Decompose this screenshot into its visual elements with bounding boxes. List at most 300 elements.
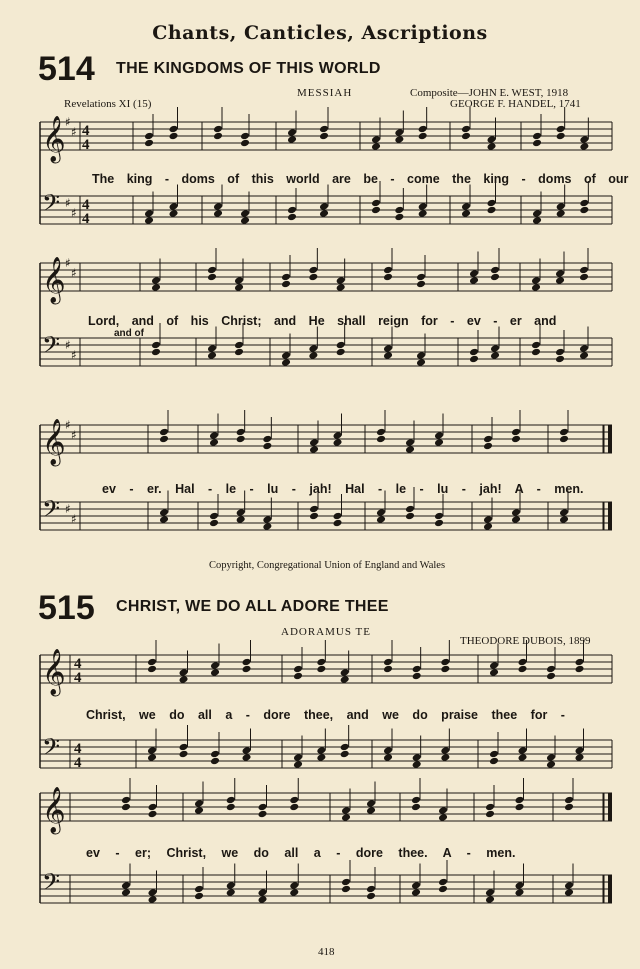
note-head — [383, 273, 393, 282]
note-head — [258, 810, 268, 819]
note-head — [575, 665, 585, 674]
note-head — [287, 135, 297, 144]
note-head — [559, 435, 569, 444]
bass-clef-icon: 𝄢 — [42, 189, 61, 222]
note-head — [234, 283, 244, 292]
note-head — [341, 813, 351, 822]
note-head — [281, 351, 291, 360]
note-head — [434, 519, 444, 528]
note-head — [515, 803, 525, 812]
note-head — [121, 796, 131, 805]
note-head — [159, 428, 169, 437]
time-signature-denominator: 4 — [74, 670, 82, 686]
note-head — [234, 341, 244, 350]
note-head — [194, 892, 204, 901]
note-head — [287, 206, 297, 215]
note-head — [148, 888, 158, 897]
note-head — [485, 810, 495, 819]
note-head — [376, 428, 386, 437]
note-head — [383, 344, 393, 353]
note-head — [383, 351, 393, 360]
note-head — [440, 753, 450, 762]
note-head — [532, 139, 542, 148]
note-head — [144, 132, 154, 141]
note-head — [511, 428, 521, 437]
note-head — [531, 341, 541, 350]
composer-514-line2: GEORGE F. HANDEL, 1741 — [450, 98, 581, 110]
note-head — [144, 216, 154, 225]
note-head — [555, 355, 565, 364]
hymn-title-515: CHRIST, WE DO ALL ADORE THEE — [116, 598, 389, 615]
hymn-number-515: 515 — [38, 589, 95, 627]
note-head — [210, 668, 220, 677]
note-head — [319, 132, 329, 141]
note-head — [511, 508, 521, 517]
time-signature-numerator: 4 — [74, 741, 82, 757]
note-head — [262, 442, 272, 451]
note-head — [438, 885, 448, 894]
note-head — [416, 273, 426, 282]
note-head — [394, 128, 404, 137]
note-head — [287, 213, 297, 222]
note-head — [532, 216, 542, 225]
note-head — [194, 806, 204, 815]
note-head — [144, 209, 154, 218]
note-head — [240, 209, 250, 218]
note-head — [487, 199, 497, 208]
note-head — [485, 888, 495, 897]
note-head — [412, 753, 422, 762]
note-head — [169, 125, 179, 134]
note-head — [289, 803, 299, 812]
note-head — [309, 505, 319, 514]
note-head — [555, 276, 565, 285]
note-head — [121, 803, 131, 812]
note-head — [405, 505, 415, 514]
note-head — [564, 888, 574, 897]
note-head — [144, 139, 154, 148]
note-head — [341, 885, 351, 894]
note-head — [293, 760, 303, 769]
sharp-icon: ♯ — [71, 206, 77, 220]
note-head — [556, 202, 566, 211]
note-head — [412, 760, 422, 769]
note-head — [490, 344, 500, 353]
note-head — [515, 881, 525, 890]
sharp-icon: ♯ — [71, 428, 77, 442]
sharp-icon: ♯ — [71, 266, 77, 280]
note-head — [469, 348, 479, 357]
note-head — [394, 135, 404, 144]
note-head — [151, 341, 161, 350]
note-head — [236, 508, 246, 517]
sharp-icon: ♯ — [65, 256, 71, 270]
note-head — [405, 445, 415, 454]
note-head — [546, 672, 556, 681]
note-head — [559, 515, 569, 524]
note-head — [308, 273, 318, 282]
note-head — [234, 348, 244, 357]
note-head — [209, 512, 219, 521]
note-head — [366, 885, 376, 894]
note-head — [383, 266, 393, 275]
sharp-icon: ♯ — [65, 418, 71, 432]
sharp-icon: ♯ — [71, 125, 77, 139]
note-head — [226, 796, 236, 805]
note-head — [418, 125, 428, 134]
note-head — [148, 803, 158, 812]
note-head — [242, 753, 252, 762]
note-head — [518, 658, 528, 667]
sharp-icon: ♯ — [65, 196, 71, 210]
note-head — [490, 273, 500, 282]
note-head — [341, 806, 351, 815]
lyrics-515-system1: Christ, we do all a - dore thee, and we do praise thee for - — [86, 708, 565, 722]
note-head — [179, 750, 189, 759]
note-head — [236, 515, 246, 524]
note-head — [293, 665, 303, 674]
bass-clef-icon: 𝄢 — [42, 495, 61, 528]
note-head — [281, 358, 291, 367]
note-head — [340, 668, 350, 677]
note-head — [236, 428, 246, 437]
note-head — [371, 199, 381, 208]
note-head — [366, 799, 376, 808]
hymn-title-514: THE KINGDOMS OF THIS WORLD — [116, 60, 381, 77]
treble-clef-icon: 𝄞 — [42, 787, 66, 833]
note-head — [411, 796, 421, 805]
note-head — [559, 508, 569, 517]
note-head — [383, 658, 393, 667]
final-barline — [608, 875, 612, 903]
note-head — [194, 799, 204, 808]
note-head — [579, 199, 589, 208]
note-head — [440, 658, 450, 667]
note-head — [316, 665, 326, 674]
note-head — [371, 206, 381, 215]
note-head — [511, 515, 521, 524]
time-signature-numerator: 4 — [82, 197, 90, 213]
copyright-notice: Copyright, Congregational Union of England and Wales — [209, 560, 446, 571]
note-head — [226, 888, 236, 897]
note-head — [309, 512, 319, 521]
note-head — [336, 283, 346, 292]
note-head — [366, 806, 376, 815]
note-head — [461, 125, 471, 134]
note-head — [213, 125, 223, 134]
note-head — [226, 803, 236, 812]
sharp-icon: ♯ — [71, 512, 77, 526]
note-head — [394, 206, 404, 215]
note-head — [262, 522, 272, 531]
note-head — [532, 132, 542, 141]
note-head — [121, 881, 131, 890]
note-head — [483, 522, 493, 531]
note-head — [416, 358, 426, 367]
note-head — [461, 209, 471, 218]
note-head — [242, 746, 252, 755]
note-head — [546, 753, 556, 762]
time-signature-numerator: 4 — [74, 656, 82, 672]
note-head — [316, 753, 326, 762]
note-head — [555, 348, 565, 357]
note-head — [207, 266, 217, 275]
note-head — [555, 269, 565, 278]
note-head — [236, 435, 246, 444]
final-barline — [608, 425, 612, 453]
note-head — [515, 796, 525, 805]
treble-clef-icon: 𝄞 — [42, 116, 66, 162]
note-head — [240, 132, 250, 141]
note-head — [483, 442, 493, 451]
note-head — [483, 515, 493, 524]
note-head — [258, 895, 268, 904]
note-head — [434, 431, 444, 440]
bass-clef-icon: 𝄢 — [42, 868, 61, 901]
treble-clef-icon: 𝄞 — [42, 649, 66, 695]
note-head — [226, 881, 236, 890]
note-head — [518, 665, 528, 674]
note-head — [559, 428, 569, 437]
note-head — [485, 895, 495, 904]
note-head — [418, 132, 428, 141]
note-head — [151, 348, 161, 357]
note-head — [412, 672, 422, 681]
note-head — [371, 142, 381, 151]
note-head — [531, 276, 541, 285]
note-head — [564, 796, 574, 805]
note-head — [575, 746, 585, 755]
note-head — [148, 895, 158, 904]
note-head — [333, 438, 343, 447]
note-head — [556, 125, 566, 134]
note-head — [213, 209, 223, 218]
note-head — [207, 351, 217, 360]
note-head — [461, 132, 471, 141]
note-head — [289, 796, 299, 805]
note-head — [169, 132, 179, 141]
note-head — [405, 438, 415, 447]
note-head — [147, 746, 157, 755]
note-head — [258, 803, 268, 812]
note-head — [579, 266, 589, 275]
note-head — [405, 512, 415, 521]
note-head — [333, 512, 343, 521]
note-head — [434, 438, 444, 447]
note-head — [159, 435, 169, 444]
note-head — [148, 810, 158, 819]
note-head — [411, 888, 421, 897]
note-head — [293, 753, 303, 762]
note-head — [341, 878, 351, 887]
note-head — [469, 269, 479, 278]
note-head — [121, 888, 131, 897]
note-head — [546, 665, 556, 674]
note-head — [207, 344, 217, 353]
note-head — [490, 266, 500, 275]
note-head — [376, 515, 386, 524]
bass-clef-icon: 𝄢 — [42, 733, 61, 766]
composer-514-line1: Composite—JOHN E. WEST, 1918 — [410, 87, 569, 99]
note-head — [487, 206, 497, 215]
note-head — [213, 132, 223, 141]
page-number: 418 — [318, 946, 335, 958]
note-head — [151, 276, 161, 285]
note-head — [518, 746, 528, 755]
note-head — [151, 283, 161, 292]
note-head — [333, 431, 343, 440]
note-head — [147, 753, 157, 762]
note-head — [209, 519, 219, 528]
note-head — [333, 519, 343, 528]
note-head — [546, 760, 556, 769]
note-head — [418, 209, 428, 218]
note-head — [319, 202, 329, 211]
note-head — [262, 515, 272, 524]
note-head — [234, 276, 244, 285]
note-head — [579, 344, 589, 353]
note-head — [489, 757, 499, 766]
note-head — [281, 280, 291, 289]
note-head — [490, 351, 500, 360]
note-head — [213, 202, 223, 211]
note-head — [489, 668, 499, 677]
note-head — [575, 658, 585, 667]
note-head — [383, 665, 393, 674]
note-head — [336, 341, 346, 350]
note-head — [579, 135, 589, 144]
note-head — [242, 665, 252, 674]
note-head — [287, 128, 297, 137]
sharp-icon: ♯ — [65, 502, 71, 516]
note-head — [411, 881, 421, 890]
time-signature-numerator: 4 — [82, 123, 90, 139]
note-head — [575, 753, 585, 762]
note-head — [418, 202, 428, 211]
note-head — [556, 209, 566, 218]
note-head — [209, 438, 219, 447]
note-head — [531, 348, 541, 357]
note-head — [194, 885, 204, 894]
lyrics-514-system3: ev - er. Hal - le - lu - jah! Hal - le - lu - jah! A - men. — [102, 482, 584, 496]
lyrics-514-system1: The king - doms of this world are be - come the king - doms of our — [92, 172, 629, 186]
note-head — [469, 355, 479, 364]
note-head — [579, 351, 589, 360]
treble-clef-icon: 𝄞 — [42, 257, 66, 303]
note-head — [438, 813, 448, 822]
note-head — [207, 273, 217, 282]
note-head — [489, 661, 499, 670]
sharp-icon: ♯ — [65, 338, 71, 352]
note-head — [340, 675, 350, 684]
note-head — [412, 665, 422, 674]
lyrics-515-system2: ev - er; Christ, we do all a - dore thee. A - men. — [86, 846, 516, 860]
note-head — [515, 888, 525, 897]
lyrics-514-system2-alt: and of — [114, 328, 144, 339]
note-head — [469, 276, 479, 285]
note-head — [366, 892, 376, 901]
note-head — [487, 142, 497, 151]
note-head — [293, 672, 303, 681]
note-head — [316, 746, 326, 755]
note-head — [281, 273, 291, 282]
note-head — [240, 216, 250, 225]
tune-name-514: MESSIAH — [297, 87, 353, 99]
time-signature-denominator: 4 — [82, 137, 90, 153]
section-title: Chants, Canticles, Ascriptions — [152, 22, 488, 44]
note-head — [308, 351, 318, 360]
note-head — [340, 743, 350, 752]
note-head — [179, 743, 189, 752]
note-head — [483, 435, 493, 444]
note-head — [416, 280, 426, 289]
note-head — [169, 209, 179, 218]
scripture-reference: Revelations XI (15) — [64, 98, 152, 110]
sharp-icon: ♯ — [71, 348, 77, 362]
note-head — [340, 750, 350, 759]
note-head — [485, 803, 495, 812]
note-head — [309, 438, 319, 447]
composer-515: THEODORE DUBOIS, 1899 — [460, 635, 591, 647]
note-head — [316, 658, 326, 667]
note-head — [438, 806, 448, 815]
note-head — [289, 888, 299, 897]
note-head — [289, 881, 299, 890]
note-head — [511, 435, 521, 444]
treble-clef-icon: 𝄞 — [42, 419, 66, 465]
note-head — [258, 888, 268, 897]
note-head — [518, 753, 528, 762]
note-head — [564, 803, 574, 812]
note-head — [487, 135, 497, 144]
note-head — [532, 209, 542, 218]
note-head — [210, 750, 220, 759]
bass-clef-icon: 𝄢 — [42, 331, 61, 364]
note-head — [531, 283, 541, 292]
note-head — [564, 881, 574, 890]
note-head — [579, 206, 589, 215]
note-head — [336, 348, 346, 357]
lyrics-514-system2: Lord, and of his Christ; and He shall reign for - ev - er and — [88, 314, 557, 328]
note-head — [440, 665, 450, 674]
hymn-number-514: 514 — [38, 50, 95, 88]
time-signature-denominator: 4 — [82, 211, 90, 227]
note-head — [210, 757, 220, 766]
final-barline — [608, 793, 612, 821]
note-head — [440, 746, 450, 755]
note-head — [308, 266, 318, 275]
note-head — [411, 803, 421, 812]
note-head — [209, 431, 219, 440]
note-head — [159, 508, 169, 517]
note-head — [242, 658, 252, 667]
note-head — [179, 668, 189, 677]
note-head — [179, 675, 189, 684]
note-head — [309, 445, 319, 454]
note-head — [308, 344, 318, 353]
note-head — [147, 665, 157, 674]
note-head — [434, 512, 444, 521]
note-head — [147, 658, 157, 667]
note-head — [438, 878, 448, 887]
note-head — [159, 515, 169, 524]
note-head — [262, 435, 272, 444]
note-head — [336, 276, 346, 285]
note-head — [461, 202, 471, 211]
sharp-icon: ♯ — [65, 115, 71, 129]
note-head — [579, 142, 589, 151]
note-head — [416, 351, 426, 360]
